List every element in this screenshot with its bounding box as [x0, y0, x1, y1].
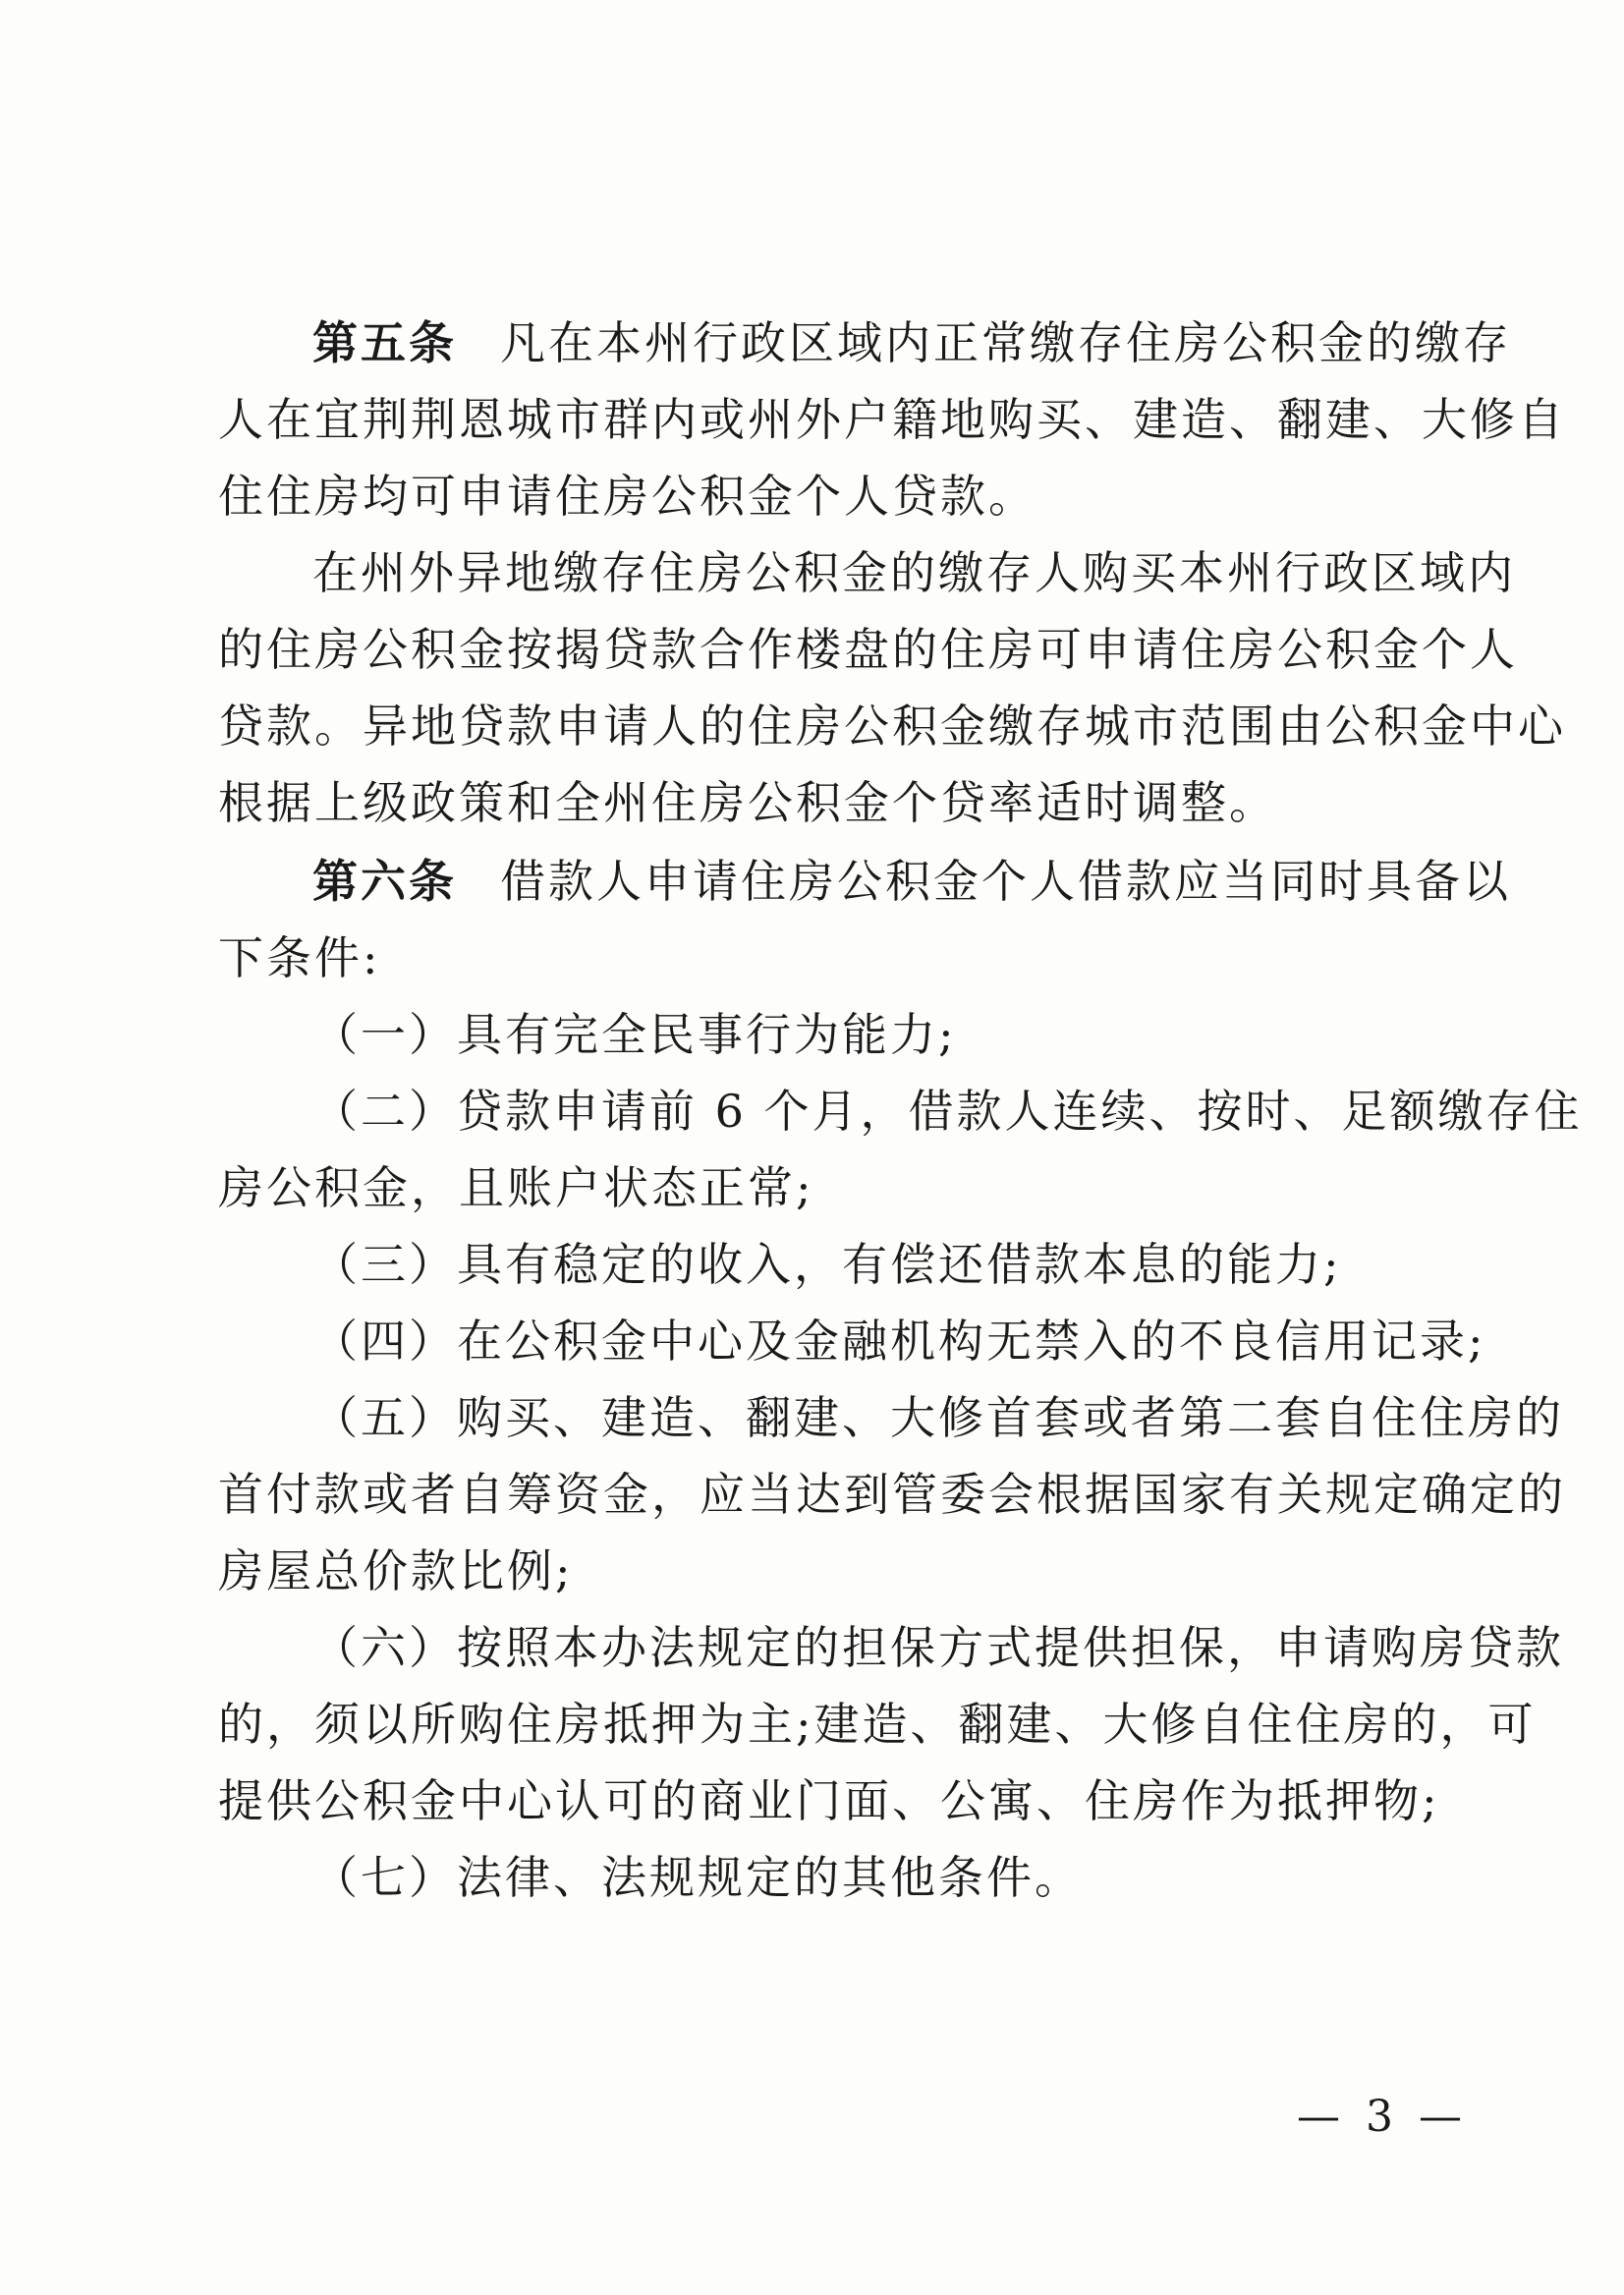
list-item-continuation: 的，须以所购住房抵押为主;建造、翻建、大修自住住房的，可 [218, 1698, 1537, 1751]
paragraph-line [312, 305, 1511, 381]
paragraph-line: 的住房公积金按揭贷款合作楼盘的住房可申请住房公积金个人 [218, 623, 1518, 676]
list-item: （五）购买、建造、翻建、大修首套或者第二套自住住房的 [312, 1391, 1564, 1444]
list-item-continuation: 首付款或者自筹资金，应当达到管委会根据国家有关规定确定的 [218, 1468, 1566, 1521]
paragraph-line: 在州外异地缴存住房公积金的缴存人购买本州行政区域内 [312, 546, 1516, 599]
paragraph-line: 根据上级政策和全州住房公积金个贷率适时调整。 [218, 776, 1277, 829]
line-text: 凡在本州行政区域内正常缴存住房公积金的缴存 [500, 316, 1511, 369]
article-heading: 第五条 [312, 316, 457, 369]
list-item: （四）在公积金中心及金融机构无禁入的不良信用记录; [312, 1315, 1486, 1368]
page-number: — 3 — [1297, 2092, 1468, 2142]
paragraph-line: 贷款。异地贷款申请人的住房公积金缴存城市范围由公积金中心 [218, 700, 1566, 753]
paragraph-line [312, 843, 1511, 920]
list-item-continuation: 房公积金，且账户状态正常; [218, 1161, 814, 1214]
paragraph-line: 下条件: [218, 931, 381, 984]
list-item: （三）具有稳定的收入，有偿还借款本息的能力; [312, 1238, 1342, 1291]
list-item: （七）法律、法规规定的其他条件。 [312, 1851, 1083, 1904]
paragraph-line: 人在宜荆荆恩城市群内或州外户籍地购买、建造、翻建、大修自 [218, 393, 1566, 446]
paragraph-line: 住住房均可申请住房公积金个人贷款。 [218, 470, 1036, 523]
list-item-continuation: 房屋总价款比例; [218, 1544, 574, 1597]
list-item: （一）具有完全民事行为能力; [312, 1008, 957, 1061]
list-item: （六）按照本办法规定的担保方式提供担保，申请购房贷款 [312, 1621, 1564, 1674]
article-heading: 第六条 [312, 855, 457, 908]
line-text: 借款人申请住房公积金个人借款应当同时具备以 [500, 855, 1511, 908]
list-item-continuation: 提供公积金中心认可的商业门面、公寓、住房作为抵押物; [218, 1774, 1440, 1827]
list-item: （二）贷款申请前 6 个月，借款人连续、按时、足额缴存住 [312, 1085, 1583, 1138]
